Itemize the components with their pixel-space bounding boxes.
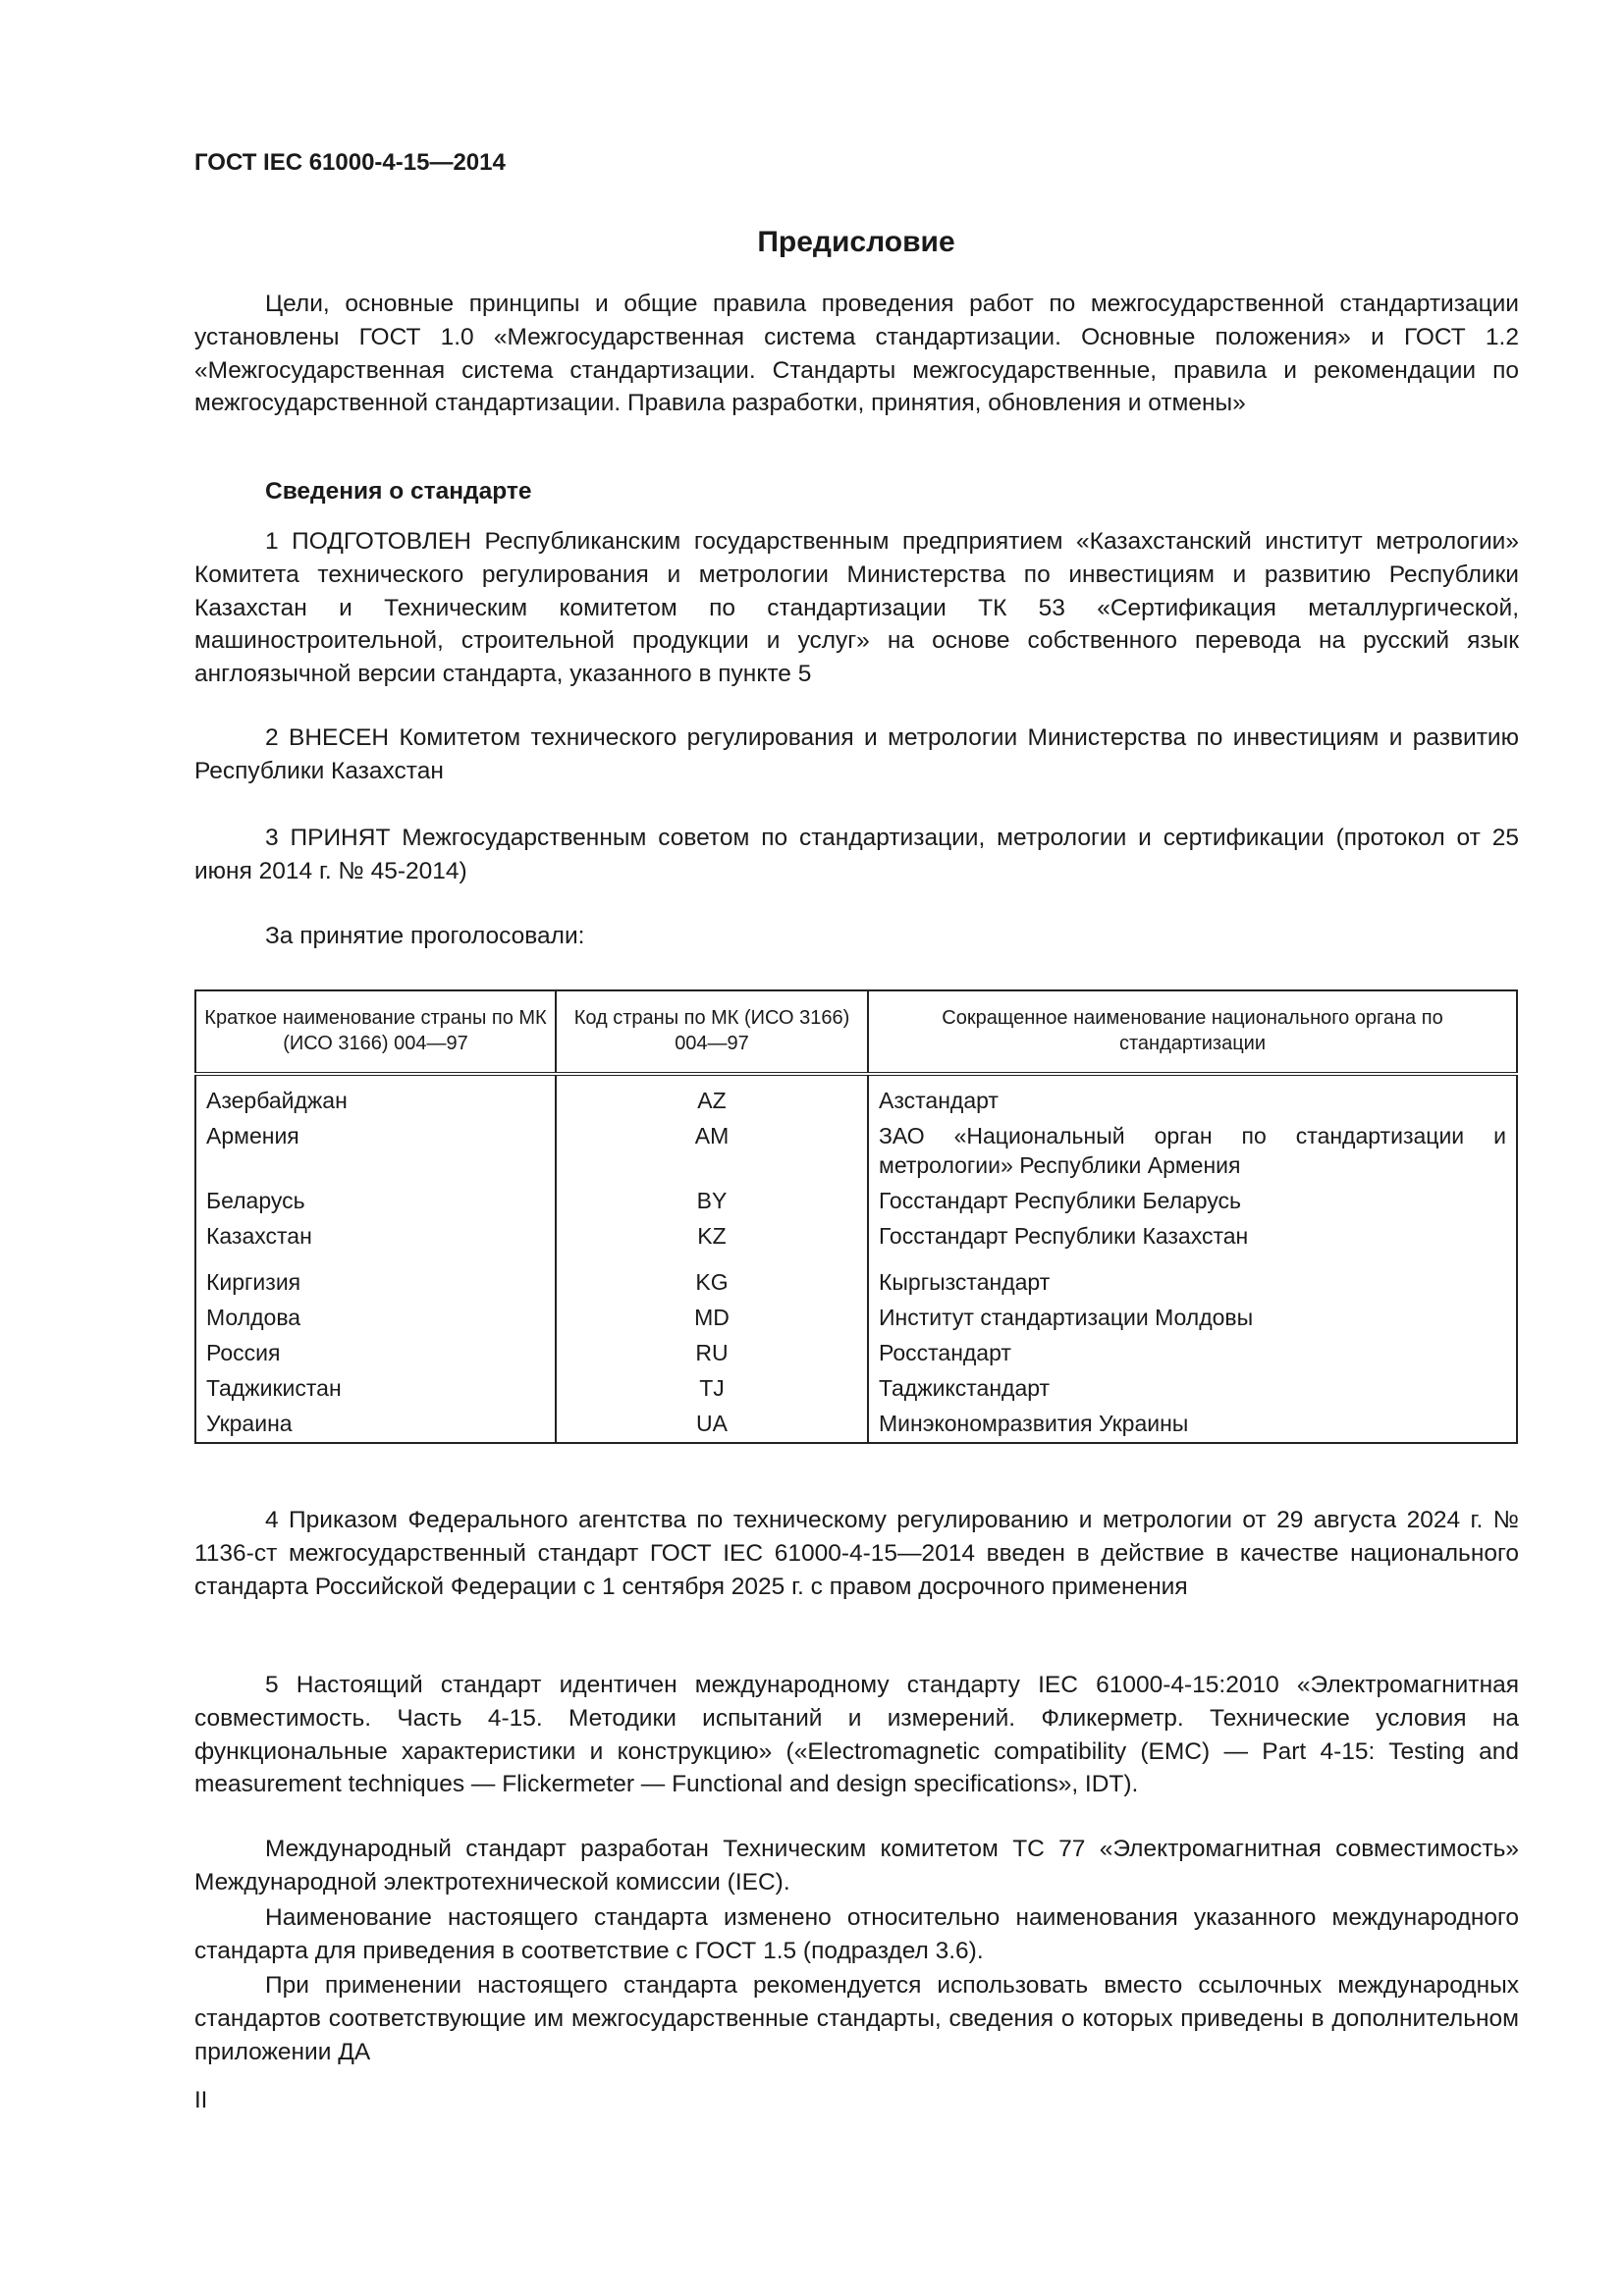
table-row — [195, 1406, 1517, 1443]
cell-body: Госстандарт Республики Беларусь — [868, 1183, 1517, 1218]
table-row — [195, 1254, 1517, 1300]
cell-code: TJ — [556, 1370, 868, 1406]
voted-label: За принятие проголосовали: — [265, 923, 585, 949]
table-row — [195, 1370, 1517, 1406]
document-header: ГОСТ IEC 61000-4-15—2014 — [194, 149, 506, 176]
cell-code: BY — [556, 1183, 868, 1218]
table-row — [195, 1183, 1517, 1218]
intro-paragraph: Цели, основные принципы и общие правила проведения работ по межгосударственной стандартизации установлены ГОСТ 1.0 «Межгосударственная система стандартизации. Основные положения» и ГОСТ 1.2 «Межгосударственная система стандартизации. Стандарты межгосударственные, правила и рекомендации по межгосударственной стандартизации. Правила разработки, принятия, обновления и отмены» — [194, 291, 1519, 417]
cell-body: Азстандарт — [868, 1074, 1517, 1118]
cell-code: KZ — [556, 1218, 868, 1254]
table-row — [195, 1118, 1517, 1183]
column-header-body: Сокращенное наименование национального органа по стандартизации — [868, 990, 1517, 1074]
cell-code: KG — [556, 1254, 868, 1300]
cell-country: Молдова — [206, 1305, 301, 1330]
cell-code: AM — [556, 1118, 868, 1183]
cell-country: Таджикистан — [206, 1375, 342, 1401]
cell-country: Азербайджан — [206, 1088, 348, 1113]
item-5: 5 Настоящий стандарт идентичен международному стандарту IEC 61000-4-15:2010 «Электромагнитная совместимость. Часть 4-15. Методики испытаний и измерений. Фликерметр. Технические условия на функциональные характеристики и конструкцию» («Electromagnetic compatibility (EMC) — Part 4-15: Testing and measurement techniques — Flickermeter — Functional and design specifications», IDT). — [194, 1672, 1519, 1798]
table-row — [195, 1074, 1517, 1118]
page-number: II — [194, 2087, 208, 2113]
cell-country: Украина — [206, 1411, 293, 1436]
cell-body: Таджикстандарт — [868, 1370, 1517, 1406]
item-2: 2 ВНЕСЕН Комитетом технического регулирования и метрологии Министерства по инвестициям и развитию Республики Казахстан — [194, 724, 1519, 784]
item-5-paragraph-2: Международный стандарт разработан Техническим комитетом TC 77 «Электромагнитная совместимость» Международной электротехнической комиссии (IEC). — [194, 1836, 1519, 1896]
cell-country: Киргизия — [206, 1269, 301, 1295]
cell-body: Кыргызстандарт — [868, 1254, 1517, 1300]
column-header-country: Краткое наименование страны по МК (ИСО 3166) 004—97 — [195, 990, 556, 1074]
cell-body: Росстандарт — [868, 1335, 1517, 1370]
cell-code: AZ — [556, 1074, 868, 1118]
cell-country: Беларусь — [206, 1188, 305, 1213]
cell-code: UA — [556, 1406, 868, 1443]
table-row — [195, 1300, 1517, 1335]
cell-country: Россия — [206, 1340, 281, 1365]
table-row — [195, 1218, 1517, 1254]
item-5-paragraph-4: При применении настоящего стандарта рекомендуется использовать вместо ссылочных международных стандартов соответствующие им межгосударственные стандарты, сведения о которых приведены в дополнительном приложении ДА — [194, 1972, 1519, 2065]
item-5-paragraph-3: Наименование настоящего стандарта изменено относительно наименования указанного международного стандарта для приведения в соответствие с ГОСТ 1.5 (подраздел 3.6). — [194, 1904, 1519, 1964]
cell-code: MD — [556, 1300, 868, 1335]
cell-body: Минэкономразвития Украины — [868, 1406, 1517, 1443]
cell-code: RU — [556, 1335, 868, 1370]
cell-body: ЗАО «Национальный орган по стандартизации и метрологии» Республики Армения — [868, 1118, 1517, 1183]
cell-body: Госстандарт Республики Казахстан — [868, 1218, 1517, 1254]
cell-country: Казахстан — [206, 1223, 312, 1249]
page-title: Предисловие — [757, 226, 955, 258]
item-3: 3 ПРИНЯТ Межгосударственным советом по стандартизации, метрологии и сертификации (протокол от 25 июня 2014 г. № 45-2014) — [194, 825, 1519, 884]
table-row — [195, 1335, 1517, 1370]
column-header-code: Код страны по МК (ИСО 3166) 004—97 — [556, 990, 868, 1074]
voting-table — [194, 989, 1518, 1444]
info-heading: Сведения о стандарте — [265, 478, 532, 505]
cell-body: Институт стандартизации Молдовы — [868, 1300, 1517, 1335]
item-1: 1 ПОДГОТОВЛЕН Республиканским государственным предприятием «Казахстанский институт метрологии» Комитета технического регулирования и метрологии Министерства по инвестициям и развитию Республики Казахстан и Техническим комитетом по стандартизации ТК 53 «Сертификация металлургической, машиностроительной, строительной продукции и услуг» на основе собственного перевода на русский язык англоязычной версии стандарта, указанного в пункте 5 — [194, 528, 1519, 688]
item-4: 4 Приказом Федерального агентства по техническому регулированию и метрологии от 29 августа 2024 г. № 1136-ст межгосударственный стандарт ГОСТ IEC 61000-4-15—2014 введен в действие в качестве национального стандарта Российской Федерации с 1 сентября 2025 г. с правом досрочного применения — [194, 1507, 1519, 1600]
cell-country: Армения — [206, 1123, 299, 1148]
